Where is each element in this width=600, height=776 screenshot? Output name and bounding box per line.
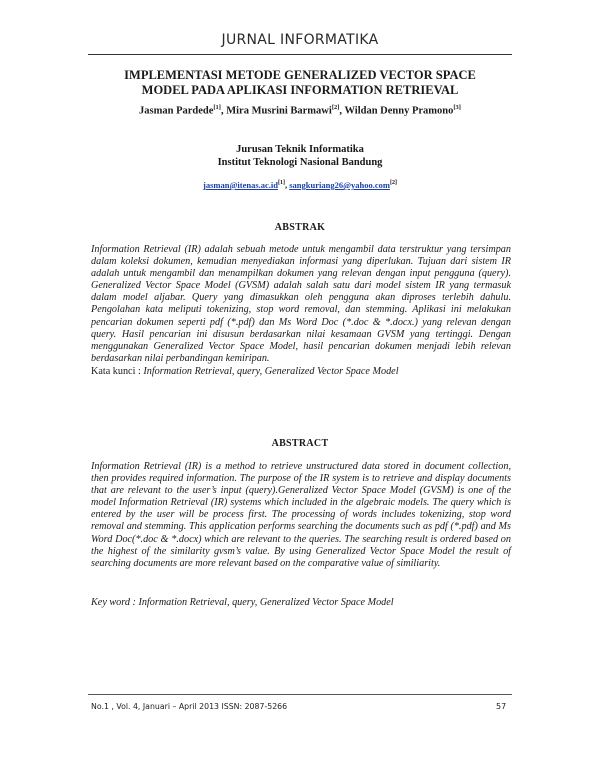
- abstract-heading: ABSTRACT: [271, 438, 329, 449]
- abstrak-keywords: [91, 366, 511, 377]
- email-mark: [1]: [278, 180, 285, 187]
- author-mark: [3]: [453, 104, 461, 111]
- paper-title: [60, 68, 540, 98]
- author-name: Jasman Pardede: [139, 105, 214, 117]
- paper-title-line-2: MODEL PADA APLIKASI INFORMATION RETRIEVAL: [141, 83, 459, 97]
- affiliation-department: Jurusan Teknik Informatika: [236, 144, 364, 155]
- email-list: jasman@itenas.ac.id[1], sangkuriang26@yahoo.com[2]: [203, 180, 397, 190]
- page-number: 57: [496, 702, 507, 711]
- author-name: Mira Musrini Barmawi: [226, 105, 332, 117]
- author-list: Jasman Pardede[1], Mira Musrini Barmawi[2], Wildan Denny Pramono[3]: [139, 104, 461, 117]
- email-mark: [2]: [389, 180, 397, 187]
- author-mark: [2]: [331, 104, 340, 111]
- footer-issue-info: No.1 , Vol. 4, Januari – April 2013 ISSN: 2087-5266: [91, 702, 288, 711]
- author-name: Wildan Denny Pramono: [344, 105, 454, 117]
- affiliation-institute: Institut Teknologi Nasional Bandung: [217, 157, 383, 168]
- header-divider: [88, 54, 512, 55]
- footer-divider: [88, 694, 512, 695]
- abstrak-heading: ABSTRAK: [274, 222, 326, 233]
- author-mark: [1]: [213, 104, 221, 111]
- journal-header: JURNAL INFORMATIKA: [221, 32, 379, 48]
- keywords-label: Kata kunci :: [91, 366, 144, 377]
- email-link[interactable]: sangkuriang26@yahoo.com: [289, 180, 390, 190]
- abstract-body: Information Retrieval (IR) is a method to retrieve unstructured data stored in document collection, then provides required information. The purpose of the IR system is to retrieve and display documents that are relevant to the user’s input (query).Generalized Vector Space Model (GVSM) is one of the model Information Retrieval (IR) systems which included in the algebraic models. The query which is entered by the user will be process first. The processing of words includes tokenizing, stop word removal and stemming. This application performs searching the documents such as pdf (*.pdf) and Ms Word Doc(*.doc & *.docx) which are relevant to the queries. The searching result is ordered based on the highest of the similarity gvsm’s value. By using Generalized Vector Space Model the result of searching documents are more relevant based on the comparative value of similiarity.: [91, 461, 511, 569]
- paper-title-line-1: IMPLEMENTASI METODE GENERALIZED VECTOR SPACE: [124, 68, 476, 82]
- abstrak-body: Information Retrieval (IR) adalah sebuah metode untuk mengambil data terstruktur yang tersimpan dalam koleksi dokumen, kemudian menyediakan informasi yang diperlukan. Tujuan dari sistem IR adalah untuk mengambil dan menampilkan dokumen yang relevan dengan input pengguna (query). Generalized Vector Space Model (GVSM) adalah salah satu dari model sistem IR yang termasuk dalam model aljabar. Query yang dimasukkan oleh pengguna akan diproses terlebih dahulu. Pengolahan kata meliputi tokenizing, stop word removal, dan stemming. Aplikasi ini melakukan pencarian dokumen seperti pdf (*.pdf) dan Ms Word Doc (*.doc & *.docx.) yang relevan dengan query. Hasil pencarian ini disusun berdasarkan nilai kesamaan GVSM yang tertinggi. Dengan menggunakan Generalized Vector Space Model, hasil pencarian dokumen menjadi lebih relevan berdasarkan nilai perbandingan kemiripan.: [91, 244, 511, 364]
- email-link[interactable]: jasman@itenas.ac.id: [203, 180, 278, 190]
- affiliation: [60, 143, 540, 169]
- keywords-value: Information Retrieval, query, Generalized Vector Space Model: [143, 366, 399, 377]
- abstract-keywords: Key word : Information Retrieval, query, Generalized Vector Space Model: [91, 597, 394, 608]
